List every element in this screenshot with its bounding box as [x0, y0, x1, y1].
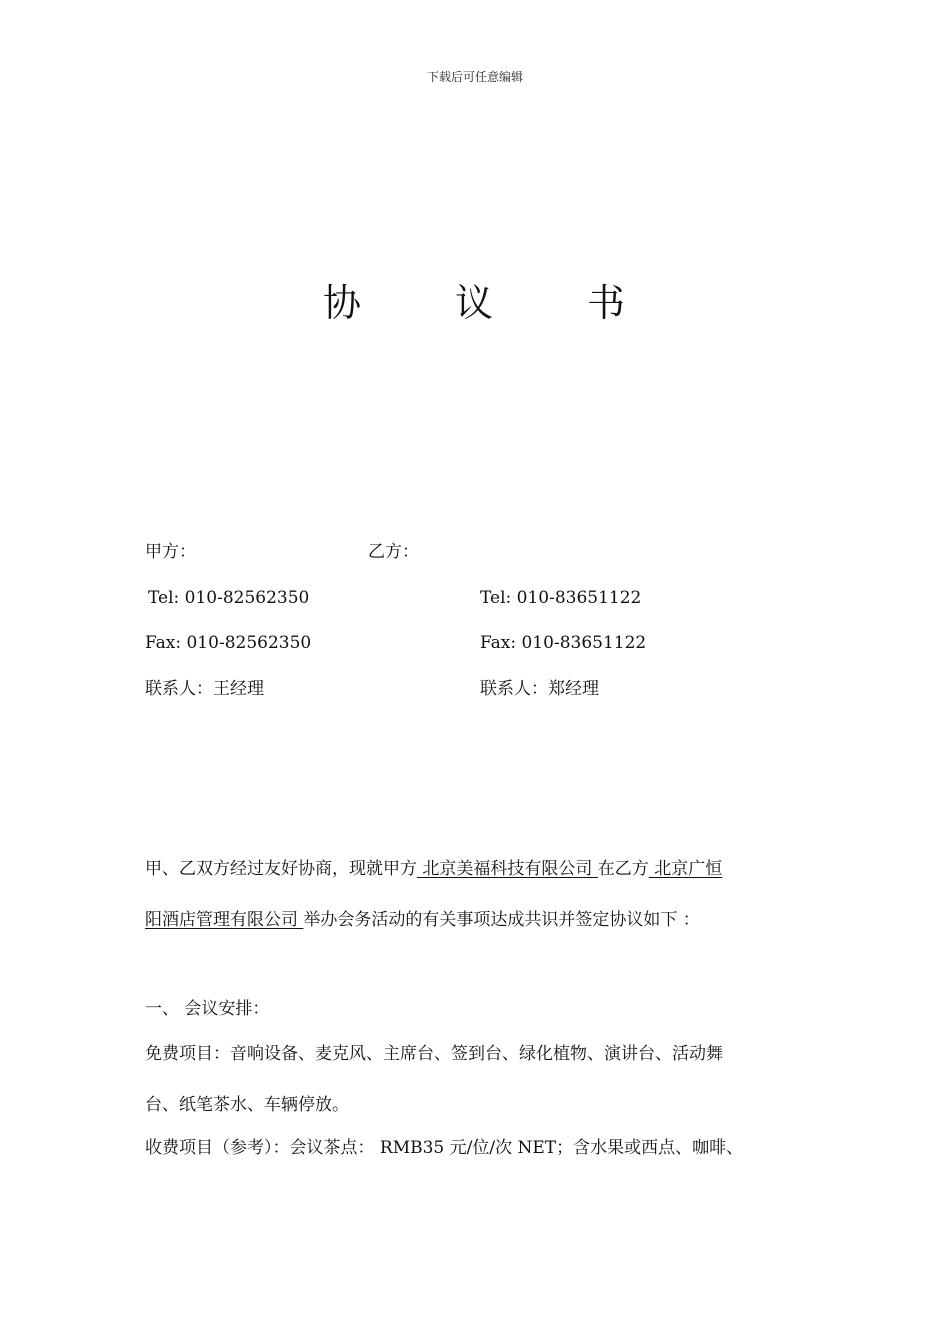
party-a-fax: Fax: 010-82562350 — [145, 633, 312, 653]
paid-items-line-1: 收费项目（参考）：会议茶点： RMB35 元/位/次 NET；含水果或西点、咖啡、 — [145, 1138, 744, 1158]
party-b-fax: Fax: 010-83651122 — [480, 633, 647, 653]
title-char-1: 协 — [322, 281, 363, 325]
free-items-line-2: 台、纸笔茶水、车辆停放。 — [145, 1095, 349, 1115]
intro-line-1 — [145, 857, 722, 881]
free-items-line-1: 免费项目：音响设备、麦克风、主席台、签到台、绿化植物、演讲台、活动舞 — [145, 1044, 723, 1064]
intro-line-2 — [145, 908, 700, 932]
company-b-name-part1: 北京广恒 — [648, 859, 723, 879]
intro-text-post: 举办会务活动的有关事项达成共识并签定协议如下 ： — [303, 910, 700, 930]
company-b-name-part2: 阳酒店管理有限公司 — [145, 910, 304, 930]
party-a-label: 甲方： — [145, 542, 196, 562]
party-a-contact: 联系人：王经理 — [145, 679, 264, 699]
intro-text-pre: 甲、乙双方经过友好协商，现就甲方 — [145, 859, 417, 879]
intro-text-mid: 在乙方 — [597, 859, 649, 879]
header-note: 下载后可任意编辑 — [426, 70, 523, 84]
document-title — [0, 272, 950, 327]
section-1-heading: 一、 会议安排： — [145, 999, 270, 1019]
party-b-contact: 联系人：郑经理 — [480, 679, 599, 699]
title-char-2: 议 — [454, 281, 495, 325]
party-a-tel: Tel: 010-82562350 — [148, 588, 310, 608]
company-a-name: 北京美福科技有限公司 — [417, 859, 598, 879]
party-b-tel: Tel: 010-83651122 — [480, 588, 642, 608]
party-b-label: 乙方： — [368, 542, 419, 562]
title-char-3: 书 — [587, 281, 628, 325]
